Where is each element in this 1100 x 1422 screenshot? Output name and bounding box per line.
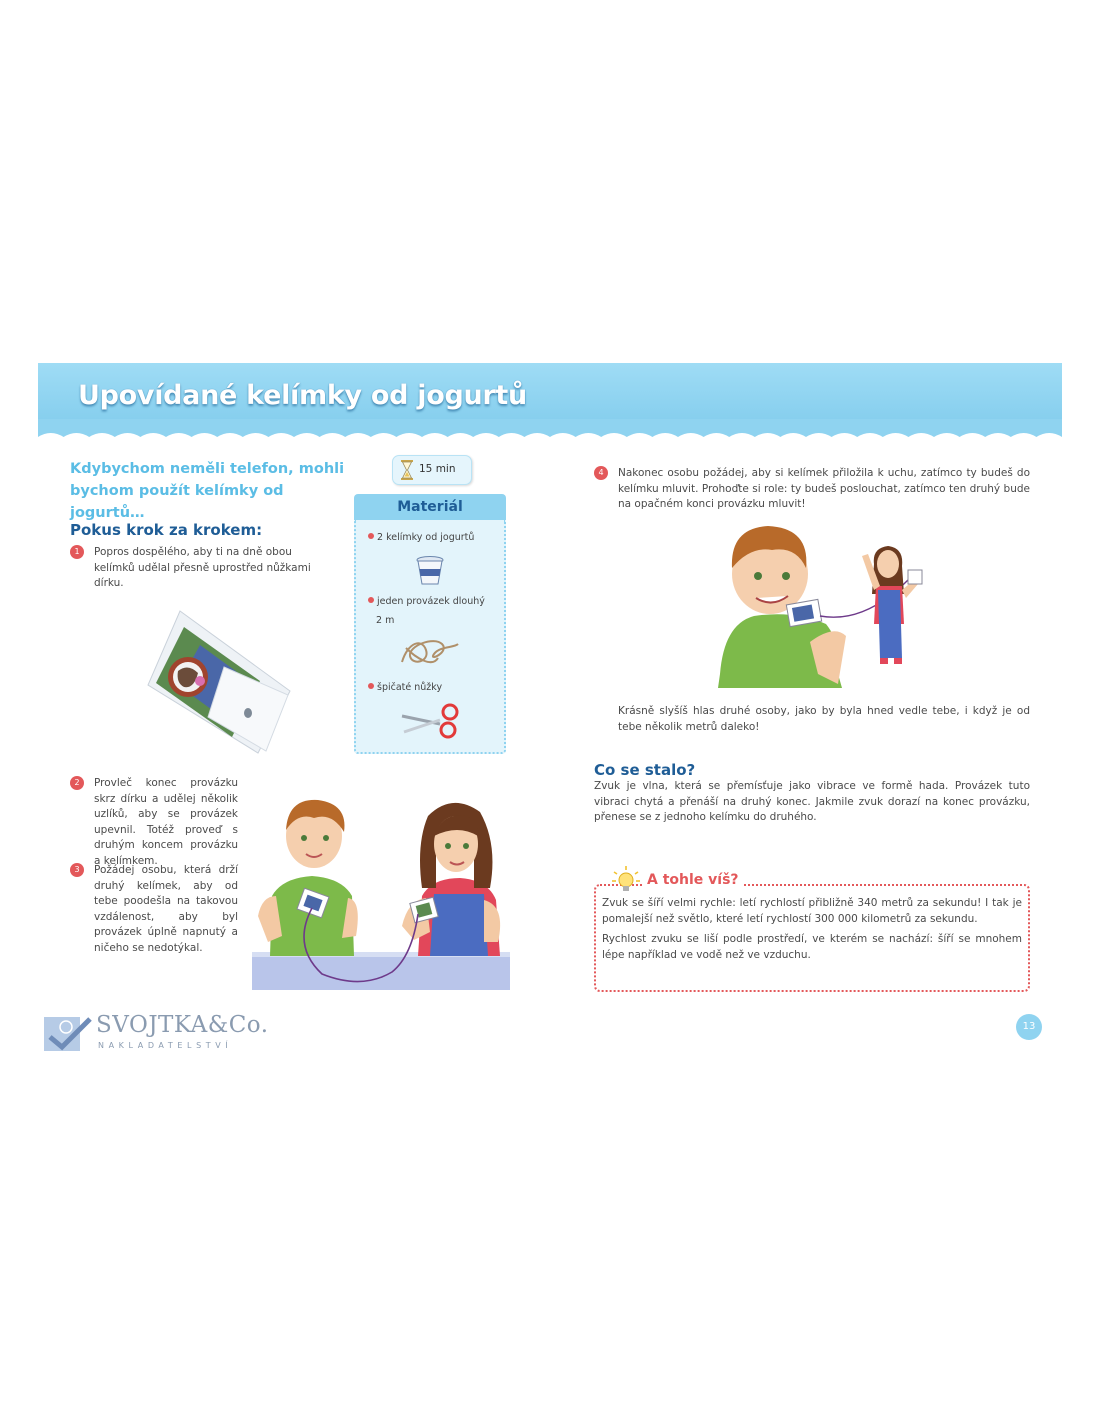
- step-number: 1: [70, 545, 84, 559]
- steps-heading: Pokus krok za krokem:: [70, 521, 263, 539]
- result-text: Krásně slyšíš hlas druhé osoby, jako by byla hned vedle tebe, i když je od tebe několik metrů daleko!: [618, 705, 1030, 733]
- material-item-detail: 2 m: [376, 615, 395, 626]
- material-heading: Materiál: [354, 494, 506, 520]
- hourglass-icon: [401, 460, 413, 480]
- material-box: [354, 494, 506, 756]
- step-number: 2: [70, 776, 84, 790]
- what-happened-heading: Co se stalo?: [594, 761, 696, 779]
- material-item: 2 kelímky od jogurtů: [368, 529, 474, 547]
- intro-text: Kdybychom neměli telefon, mohli bychom použít kelímky od jogurtů…: [70, 461, 345, 521]
- string-icon: [398, 632, 460, 672]
- time-badge: [392, 455, 472, 485]
- time-label: 15 min: [419, 463, 456, 475]
- step-1: 1 Popros dospělého, aby ti na dně obou kelímků udělal přesně uprostřed nůžkami dírku.: [94, 545, 334, 592]
- yogurt-cup-illustration: [140, 605, 295, 755]
- material-item: jeden provázek dlouhý: [368, 593, 485, 611]
- material-item: špičaté nůžky: [368, 679, 442, 697]
- yogurt-cup-icon: [416, 556, 444, 586]
- fact-paragraph: Rychlost zvuku se liší podle prostředí, ve kterém se nachází: šíří se mnohem lépe například ve vodě než ve vzduchu.: [602, 933, 1022, 961]
- step-number: 3: [70, 863, 84, 877]
- what-happened-text: Zvuk je vlna, která se přemísťuje jako vibrace ve formě hada. Provázek tuto vibraci chytá a přenáší na druhý konec. Jakmile zvuk dorazí na konec provázku, přenese se z jednoho kelímku do druhého.: [594, 780, 1030, 823]
- publisher-logo-icon: [44, 1013, 92, 1053]
- scissors-icon: [400, 702, 462, 740]
- fact-heading: A tohle víš?: [643, 872, 743, 888]
- page-number: 13: [1016, 1014, 1042, 1040]
- page-title: Upovídané kelímky od jogurtů: [78, 380, 527, 411]
- wave-decoration: [38, 429, 1062, 445]
- publisher-subtitle: NAKLADATELSTVÍ: [98, 1041, 233, 1050]
- step-2: 2 Provleč konec provázku skrz dírku a udělej několik uzlíků, aby se provázek upevnil. Totéž proveď s druhým koncem provázku a kelímkem.: [94, 776, 238, 869]
- step-3: 3 Požádej osobu, která drží druhý kelímek, aby od tebe poodešla na takovou vzdálenost, aby byl provázek úplně napnutý a ničeho se nedotýkal.: [94, 863, 238, 956]
- publisher-name: SVOJTKA&Co.: [96, 1012, 269, 1038]
- lightbulb-icon: [612, 866, 640, 894]
- children-illustration: [252, 796, 510, 990]
- fact-paragraph: Zvuk se šíří velmi rychle: letí rychlostí přibližně 340 metrů za sekundu! I tak je pomalejší než světlo, které letí rychlostí 300 000 kilometrů za sekundu.: [602, 897, 1022, 925]
- phone-game-illustration: [714, 524, 936, 688]
- step-number: 4: [594, 466, 608, 480]
- step-4: 4 Nakonec osobu požádej, aby si kelímek přiložila k uchu, zatímco ty budeš do kelímku mluvit. Prohoďte si role: ty budeš poslouchat, zatímco ten druhý bude na opačném konci provázku mluvit!: [618, 466, 1030, 513]
